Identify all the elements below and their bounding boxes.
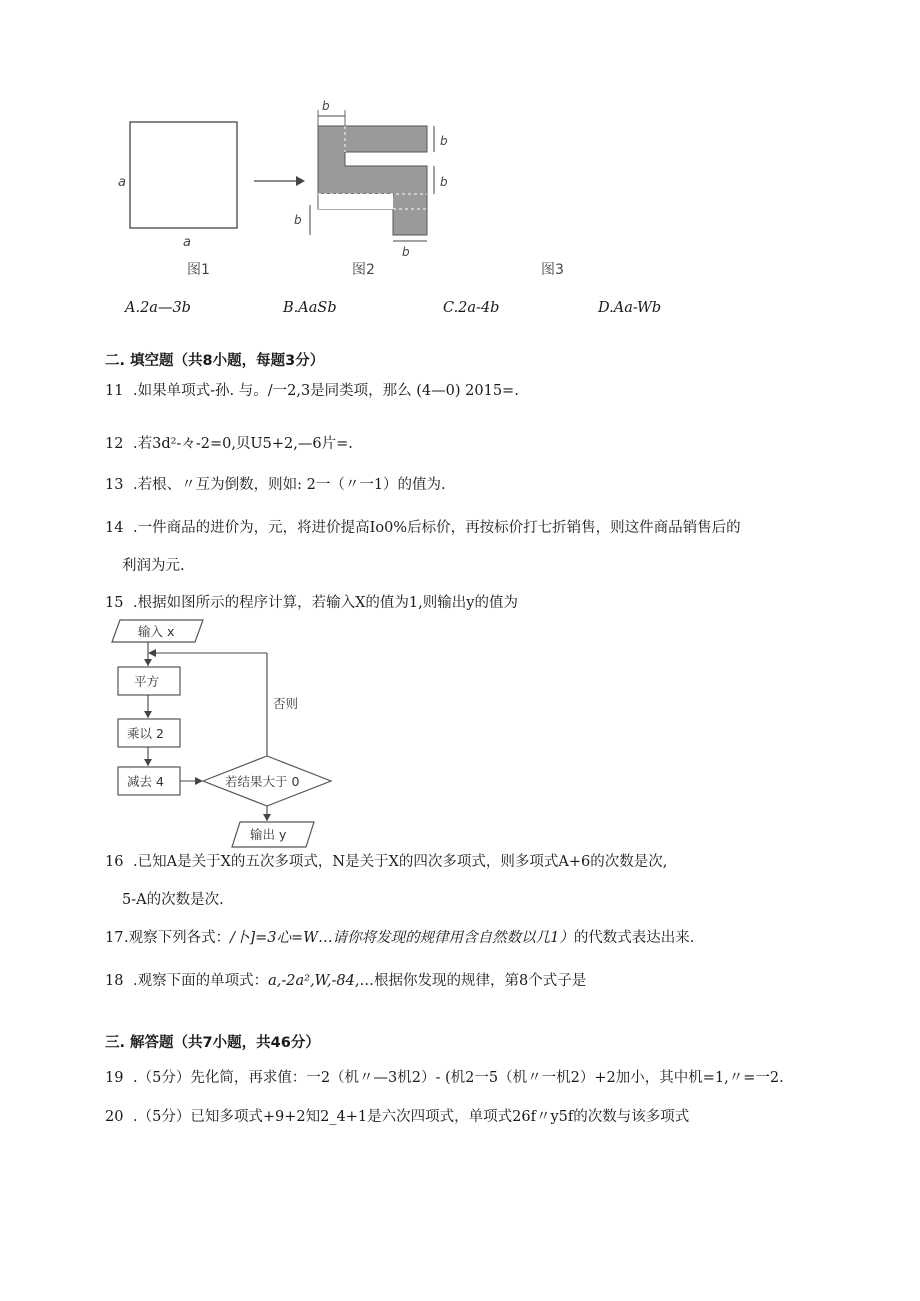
section2-title: 二. 填空题（共8小题，每题3分） [105, 353, 325, 369]
q11-text: .如果单项式-孙. 与。/一2,3是同类项，那么 (4—0) 2015=. [133, 383, 519, 399]
q14-text-line1: .一件商品的进价为，元，将进价提高Io0%后标价，再按标价打七折销售，则这件商品销售后的 [133, 520, 741, 536]
section3-title: 三. 解答题（共7小题，共46分） [105, 1035, 320, 1051]
flow-output-label: 输出 y [250, 827, 287, 842]
q16-text-line2: 5-A的次数是次. [122, 892, 224, 908]
q11-number: 11 [105, 383, 124, 399]
geometry-figure [0, 0, 920, 300]
q16-number: 16 [105, 854, 124, 870]
caption-fig2: 图2 [352, 262, 375, 278]
q17-text-b: /卜]=3心=W…请你将发现的规律用含自然数以几1） [230, 930, 574, 946]
option-d: D.Aa-Wb [598, 300, 662, 316]
fig1-label-left: a [118, 175, 126, 190]
q13-number: 13 [105, 477, 124, 493]
fig2-label-b-top: b [322, 99, 330, 113]
q14-text-line2: 利润为元. [122, 558, 185, 574]
flow-step-multiply-label: 乘以 2 [127, 726, 164, 741]
q18-text-b: a,-2a²,W,-84, [268, 973, 360, 989]
flow-step-subtract-label: 减去 4 [127, 774, 164, 789]
fig1-label-bottom: a [183, 235, 191, 250]
flow-else-label: 否则 [273, 696, 299, 711]
program-flowchart [100, 615, 340, 855]
q20-text: .（5分）已知多项式+9+2知2_4+1是六次四项式，单项式26f〃y5f的次数与该多项式 [133, 1109, 690, 1125]
option-b: B.AaSb [283, 300, 337, 316]
q19-number: 19 [105, 1070, 124, 1086]
flow-step-square-label: 平方 [134, 674, 160, 689]
caption-fig1: 图1 [187, 262, 210, 278]
q12-number: 12 [105, 436, 124, 452]
q13-text: .若根、〃互为倒数，则如: 2一（〃一1）的值为. [133, 477, 446, 493]
fig2-label-b-right2: b [440, 175, 448, 189]
q17-text-c: 的代数式表达出来. [573, 930, 695, 946]
option-a: A.2a—3b [125, 300, 191, 316]
q19-text: .（5分）先化简，再求值：一2（机〃—3机2）- (机2一5（机〃一机2）+2加小，其中机=1,〃=一2. [133, 1070, 784, 1086]
q14-number: 14 [105, 520, 124, 536]
caption-fig3: 图3 [541, 262, 564, 278]
q17-number: 17 [105, 930, 124, 946]
fig1-square [130, 122, 237, 228]
q18-text-c: …根据你发现的规律，第8个式子是 [359, 973, 587, 989]
flow-input-label: 输入 x [138, 624, 175, 639]
fig2-label-b-bottom: b [402, 245, 410, 259]
q12-text: .若3d²-々-2=0,贝U5+2,—6片=. [133, 436, 353, 452]
q18-number: 18 [105, 973, 124, 989]
q18-text-a: .观察下面的单项式： [133, 973, 269, 989]
q16-text-line1: .已知A是关于X的五次多项式，N是关于X的四次多项式，则多项式A+6的次数是次, [133, 854, 668, 870]
q17-text-a: .观察下列各式： [124, 930, 231, 946]
q15-number: 15 [105, 595, 124, 611]
fig2-shape [318, 126, 427, 235]
option-c: C.2a-4b [443, 300, 500, 316]
q15-text: .根据如图所示的程序计算，若输入X的值为1,则输出y的值为 [133, 595, 518, 611]
arrow-head [296, 176, 305, 186]
flow-decision-label: 若结果大于 0 [225, 774, 300, 789]
fig2-label-b-right1: b [440, 134, 448, 148]
q20-number: 20 [105, 1109, 124, 1125]
fig2-label-b-left: b [294, 213, 302, 227]
